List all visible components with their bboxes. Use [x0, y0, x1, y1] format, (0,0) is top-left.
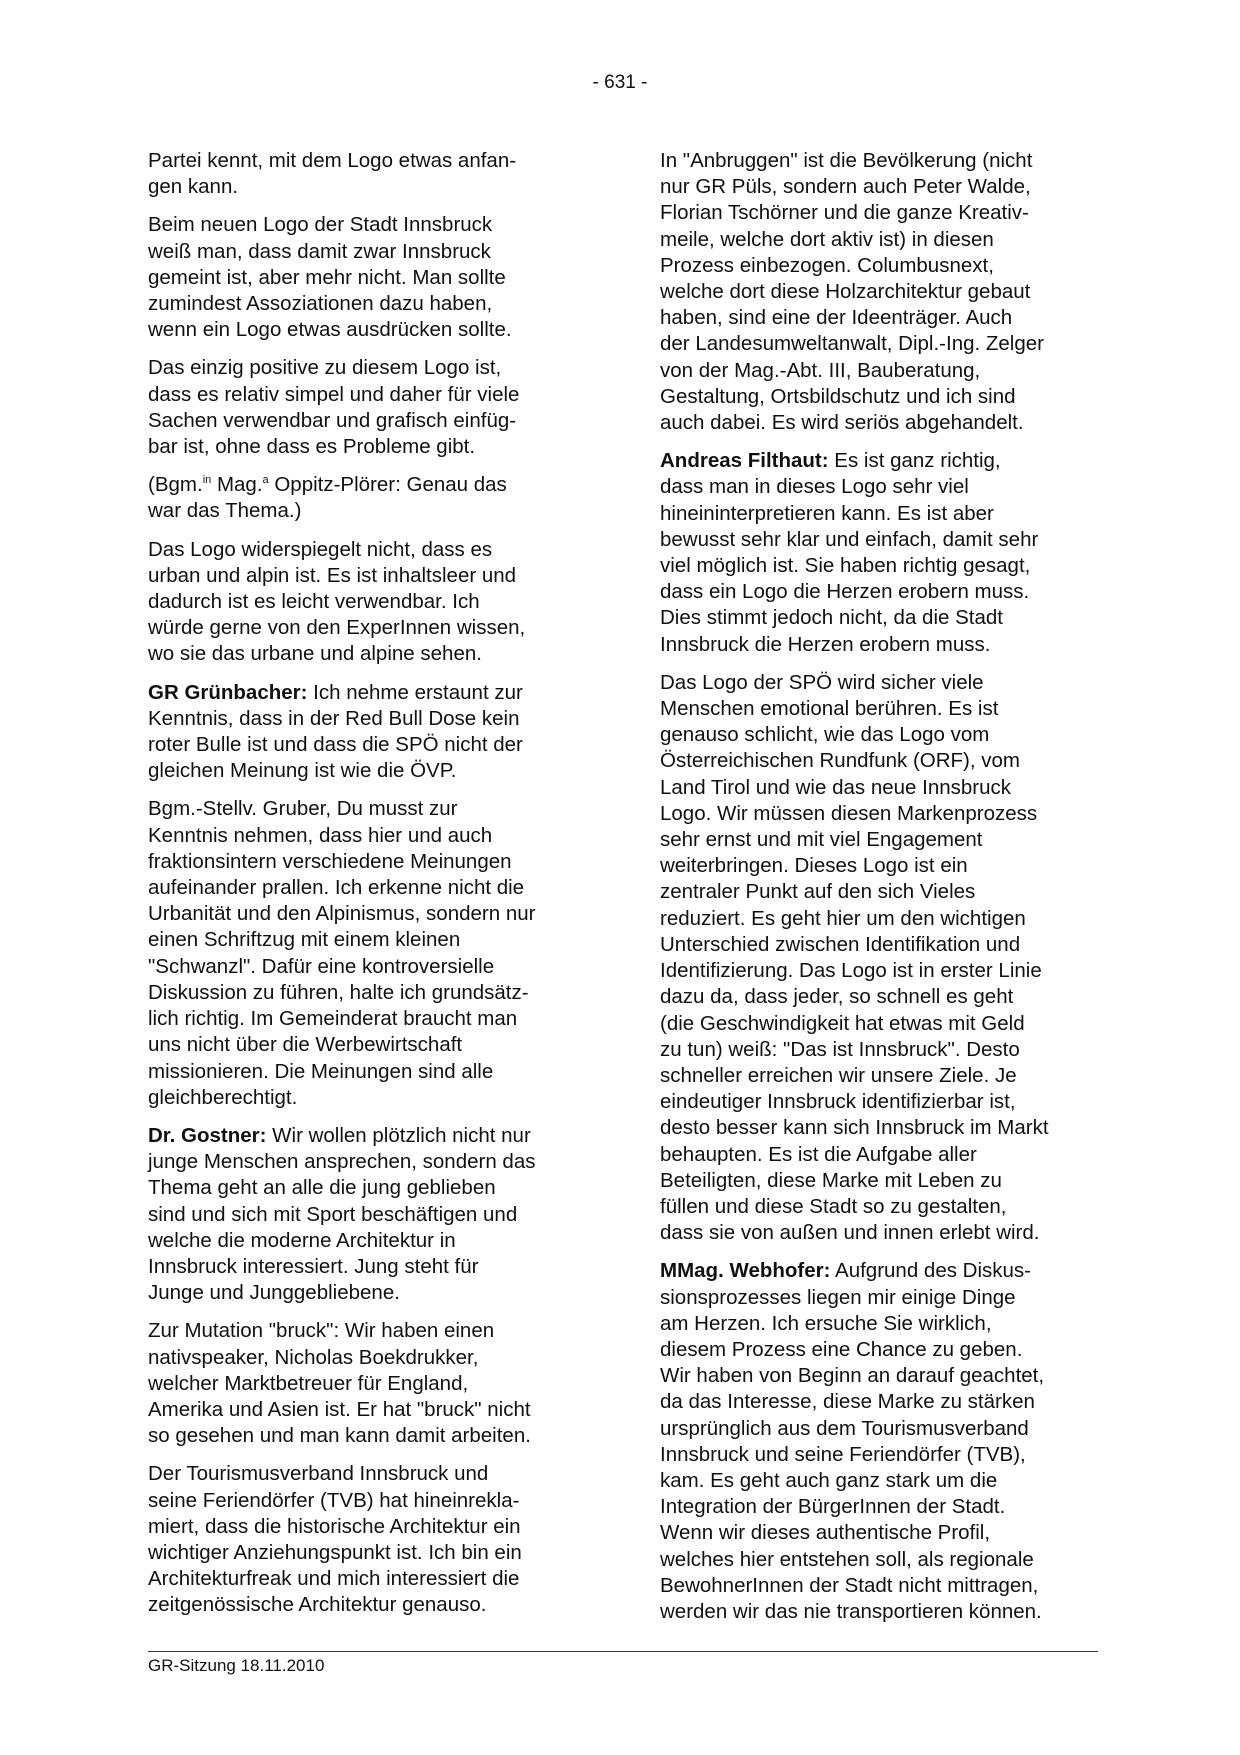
speaker-paragraph	[660, 448, 1100, 658]
interjection-paragraph	[148, 472, 588, 524]
speaker-name: Dr. Gostner:	[148, 1123, 267, 1147]
speaker-text: Es ist ganz richtig, dass man in dieses Logo sehr viel hineininterpretieren kann. Es ist aber bewusst sehr klar und einfach, damit sehr viel möglich ist. Sie haben richtig gesagt, dass ein Logo die Herzen erobern muss. Dies stimmt jedoch nicht, da die Stadt Innsbruck die Herzen erobern muss.	[660, 449, 1039, 656]
paragraph: Zur Mutation "bruck": Wir haben einen nativspeaker, Nicholas Boekdrukker, welcher Marktbetreuer für England, Amerika und Asien ist. Er hat "bruck" nicht so gesehen und man kann damit arbeiten.	[148, 1319, 531, 1448]
speaker-paragraph	[660, 1258, 1100, 1625]
speaker-paragraph	[148, 680, 588, 785]
speaker-name: MMag. Webhofer:	[660, 1259, 831, 1283]
interjection-text: Oppitz-Plörer: Genau das war das Thema.)	[148, 473, 507, 523]
footer-divider	[148, 1651, 1098, 1652]
interjection-text: Mag.	[211, 473, 263, 497]
speaker-text: Aufgrund des Diskus- sionsprozesses liegen mir einige Dinge am Herzen. Ich ersuche Sie wirklich, diesem Prozess eine Chance zu geben. Wir haben von Beginn an darauf geachtet, da das Interesse, diese Marke zu stärken ursprünglich aus dem Tourismusverband Innsbruck und seine Feriendörfer (TVB), kam. Es geht auch ganz stark um die Integration der BürgerInnen der Stadt. Wenn wir dieses authentische Profil, welches hier entstehen soll, als regionale BewohnerInnen der Stadt nicht mittragen, werden wir das nie transportieren können.	[660, 1259, 1045, 1623]
page-number: - 631 -	[592, 72, 648, 93]
paragraph: In "Anbruggen" ist die Bevölkerung (nicht nur GR Püls, sondern auch Peter Walde, Florian Tschörner und die ganze Kreativ- meile, welche dort aktiv ist) in diesen Prozess einbezogen. Columbusnext, welche dort diese Holzarchitektur gebaut haben, sind eine der Ideenträger. Auch der Landesumweltanwalt, Dipl.-Ing. Zelger von der Mag.-Abt. III, Bauberatung, Gestaltung, Ortsbildschutz und ich sind auch dabei. Es wird seriös abgehandelt.	[660, 149, 1044, 435]
speaker-paragraph	[148, 1123, 588, 1306]
paragraph: Das einzig positive zu diesem Logo ist, dass es relativ simpel und daher für viele Sachen verwendbar und grafisch einfüg- bar ist, ohne dass es Probleme gibt.	[148, 356, 520, 459]
paragraph: Der Tourismusverband Innsbruck und seine Feriendörfer (TVB) hat hineinrekla- miert, dass die historische Architektur ein wichtiger Anziehungspunkt ist. Ich bin ein Architekturfreak und mich interessiert die zeitgenössische Architektur genauso.	[148, 1462, 522, 1617]
speaker-name: GR Grünbacher:	[148, 680, 308, 704]
right-column	[660, 148, 1100, 1637]
speaker-name: Andreas Filthaut:	[660, 449, 829, 473]
paragraph: Bgm.-Stellv. Gruber, Du musst zur Kenntnis nehmen, dass hier und auch fraktionsintern verschiedene Meinungen aufeinander prallen. Ich erkenne nicht die Urbanität und den Alpinismus, sondern nur einen Schriftzug mit einem kleinen "Schwanzl". Dafür eine kontroversielle Diskussion zu führen, halte ich grundsätz- lich richtig. Im Gemeinderat braucht man uns nicht über die Werbewirtschaft missionieren. Die Meinungen sind alle gleichberechtigt.	[148, 797, 536, 1109]
left-column	[148, 148, 588, 1631]
superscript: a	[262, 474, 269, 487]
paragraph: Partei kennt, mit dem Logo etwas anfan- gen kann.	[148, 149, 517, 199]
superscript: in	[202, 474, 212, 487]
speaker-text: Wir wollen plötzlich nicht nur junge Menschen ansprechen, sondern das Thema geht an alle die jung geblieben sind und sich mit Sport beschäftigen und welche die moderne Architektur in Innsbruck interessiert. Jung steht für Junge und Junggebliebene.	[148, 1123, 536, 1305]
paragraph: Das Logo der SPÖ wird sicher viele Menschen emotional berühren. Es ist genauso schlicht, wie das Logo vom Österreichischen Rundfunk (ORF), vom Land Tirol und wie das neue Innsbruck Logo. Wir müssen diesen Markenprozess sehr ernst und mit viel Engagement weiterbringen. Dieses Logo ist ein zentraler Punkt auf den sich Vieles reduziert. Es geht hier um den wichtigen Unterschied zwischen Identifikation und Identifizierung. Das Logo ist in erster Linie dazu da, dass jeder, so schnell es geht (die Geschwindigkeit hat etwas mit Geld zu tun) weiß: "Das ist Innsbruck". Desto schneller erreichen wir unsere Ziele. Je eindeutiger Innsbruck identifizierbar ist, desto besser kann sich Innsbruck im Markt behaupten. Es ist die Aufgabe aller Beteiligten, diese Marke mit Leben zu füllen und diese Stadt so zu gestalten, dass sie von außen und innen erlebt wird.	[660, 670, 1049, 1245]
speaker-text: Ich nehme erstaunt zur Kenntnis, dass in der Red Bull Dose kein roter Bulle ist und dass die SPÖ nicht der gleichen Meinung ist wie die ÖVP.	[148, 680, 523, 783]
footer-session-date: GR-Sitzung 18.11.2010	[148, 1656, 325, 1675]
paragraph: Beim neuen Logo der Stadt Innsbruck weiß man, dass damit zwar Innsbruck gemeint ist, aber mehr nicht. Man sollte zumindest Assoziationen dazu haben, wenn ein Logo etwas ausdrücken sollte.	[148, 213, 512, 342]
paragraph: Das Logo widerspiegelt nicht, dass es urban und alpin ist. Es ist inhaltsleer und dadurch ist es leicht verwendbar. Ich würde gerne von den ExperInnen wissen, wo sie das urbane und alpine sehen.	[148, 537, 526, 666]
interjection-text: (Bgm.	[148, 473, 203, 497]
